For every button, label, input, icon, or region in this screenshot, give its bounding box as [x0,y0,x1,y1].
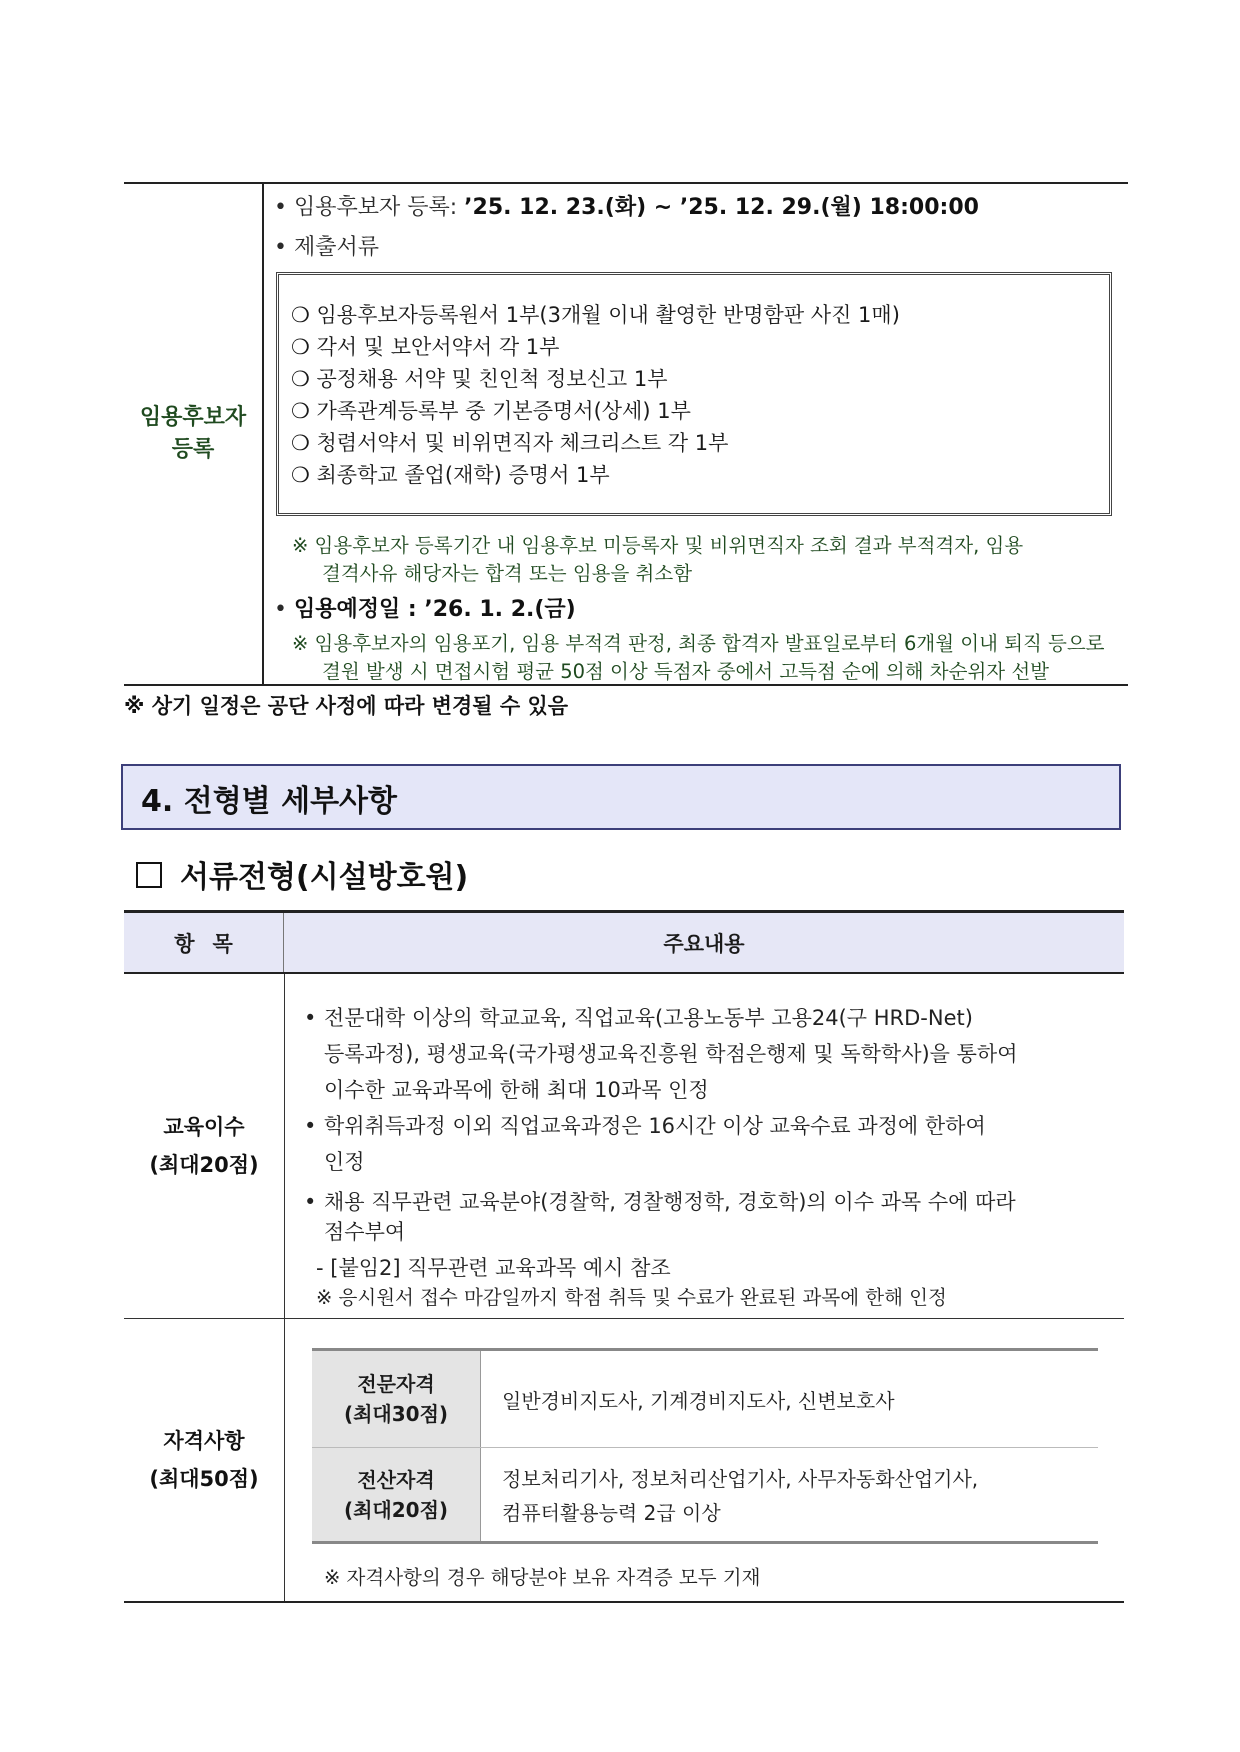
registration-table [124,182,1128,686]
inner-column-divider [480,1351,481,1541]
note1-line2: 결격사유 해당자는 합격 또는 임용을 취소함 [322,562,693,585]
computer-qualification-value-line1: 정보처리기사, 정보처리산업기사, 사무자동화산업기사, [502,1467,979,1491]
qualification-label [124,1319,284,1601]
bullet-icon: • [274,235,287,260]
education-line: 채용 직무관련 교육분야(경찰학, 경찰행정학, 경호학)의 이수 과목 수에 따라 [324,1190,1016,1214]
note2-line2: 결원 발생 시 면접시험 평균 50점 이상 득점자 중에서 고득점 순에 의해 차순위자 선발 [322,660,1050,683]
computer-qualification-value-line2: 컴퓨터활용능력 2급 이상 [502,1501,721,1525]
table-header [124,910,1124,974]
document-item: ❍ 각서 및 보안서약서 각 1부 [291,335,560,359]
bullet-icon: • [304,1190,317,1214]
qual-label-line2: (최대20점) [343,1497,449,1522]
education-line: 이수한 교육과목에 한해 최대 10과목 인정 [324,1078,709,1102]
qualification-label-line2: (최대50점) [149,1467,259,1491]
document-item: ❍ 청렴서약서 및 비위면직자 체크리스트 각 1부 [291,431,729,455]
subsection-heading [136,852,468,896]
registration-row-label [124,184,264,684]
professional-qualification-value: 일반경비지도사, 기계경비지도사, 신변보호사 [502,1389,895,1413]
note1-line1: ※ 임용후보자 등록기간 내 임용후보 미등록자 및 비위면직자 조회 결과 부적격자, 임용 [292,534,1024,557]
education-label-line1: 교육이수 [163,1115,245,1139]
education-line: 전문대학 이상의 학교교육, 직업교육(고용노동부 고용24(구 HRD-Net) [324,1006,973,1030]
header-content: 주요내용 [663,931,745,956]
bullet-icon: • [274,195,287,220]
document-item: ❍ 공정채용 서약 및 친인척 정보신고 1부 [291,367,668,391]
checkbox-square-icon [136,862,162,888]
education-label-line2: (최대20점) [149,1153,259,1177]
education-bullet-1 [304,1002,973,1032]
computer-qualification-label [312,1448,480,1541]
documents-title-item [274,230,379,261]
section-header [121,764,1121,830]
document-item: ❍ 가족관계등록부 중 기본증명서(상세) 1부 [291,399,691,423]
registration-period-item [274,190,979,221]
schedule-change-warning: ※ 상기 일정은 공단 사정에 따라 변경될 수 있음 [124,694,569,718]
education-reference: - [붙임2] 직무관련 교육과목 예시 참조 [316,1256,671,1280]
qual-label-line2: (최대30점) [343,1402,449,1426]
registration-period: ’25. 12. 23.(화) ~ ’25. 12. 29.(월) 18:00:00 [464,195,979,220]
education-line: 점수부여 [324,1220,406,1244]
education-bullet-3 [304,1186,1016,1216]
documents-title: 제출서류 [294,235,380,260]
label-line2: 등록 [171,437,215,462]
header-item: 항목 [124,913,284,972]
education-line: 학위취득과정 이외 직업교육과정은 16시간 이상 교육수료 과정에 한하여 [324,1114,986,1138]
registration-prefix: 임용후보자 등록: [294,195,465,220]
label-line1: 임용후보자 [139,405,247,430]
bullet-icon: • [274,597,287,622]
document-item: ❍ 최종학교 졸업(재학) 증명서 1부 [291,463,610,487]
professional-qualification-label [312,1351,480,1447]
documents-box [276,272,1112,516]
appointment-item [274,592,576,623]
education-line: 인정 [324,1150,365,1174]
column-divider [284,974,285,1602]
education-label [124,974,284,1318]
subsection-title: 서류전형(시설방호원) [180,860,469,895]
note2-line1: ※ 임용후보자의 임용포기, 임용 부적격 판정, 최종 합격자 발표일로부터 6개월 이내 퇴직 등으로 [292,632,1105,655]
education-line: 등록과정), 평생교육(국가평생교육진흥원 학점은행제 및 독학학사)을 통하여 [324,1042,1018,1066]
document-item: ❍ 임용후보자등록원서 1부(3개월 이내 촬영한 반명함판 사진 1매) [291,303,900,327]
qual-label-line1: 전문자격 [357,1372,435,1396]
qualification-note: ※ 자격사항의 경우 해당분야 보유 자격증 모두 기재 [324,1566,761,1589]
qualification-label-line1: 자격사항 [163,1429,245,1453]
bullet-icon: • [304,1114,317,1138]
education-note: ※ 응시원서 접수 마감일까지 학점 취득 및 수료가 완료된 과목에 한해 인정 [316,1286,947,1309]
qual-label-line1: 전산자격 [357,1467,435,1492]
qualification-inner-table [312,1348,1098,1544]
section-title: 4. 전형별 세부사항 [141,784,398,819]
education-bullet-2 [304,1110,986,1140]
bullet-icon: • [304,1006,317,1030]
appointment-date: 임용예정일 : ’26. 1. 2.(금) [294,597,576,622]
table-bottom-border [124,1601,1124,1603]
